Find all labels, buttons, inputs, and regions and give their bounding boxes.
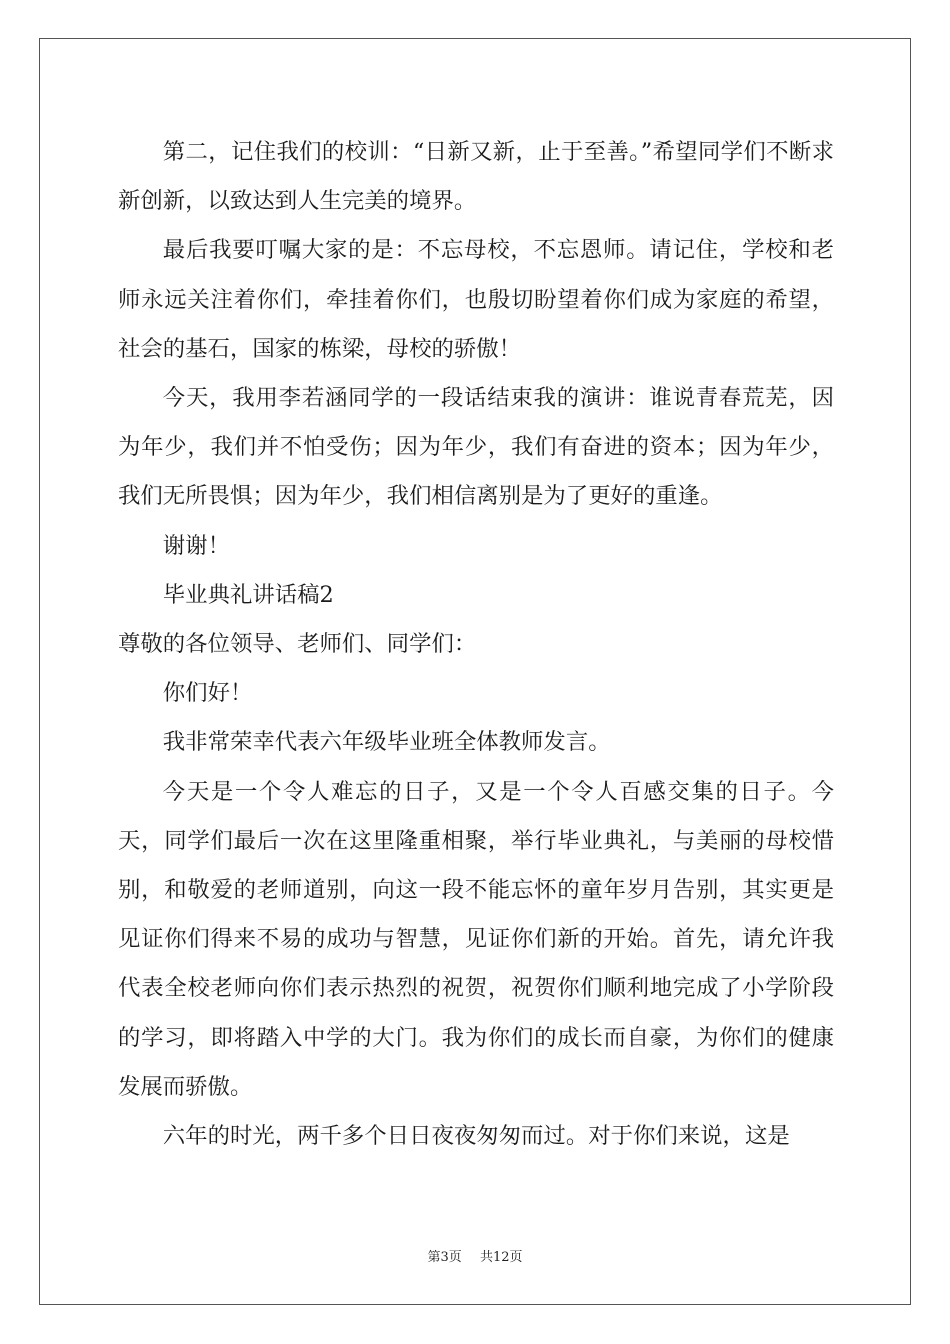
paragraph: 六年的时光，两千多个日日夜夜匆匆而过。对于你们来说，这是 xyxy=(162,1123,790,1150)
page-footer xyxy=(0,1246,950,1265)
paragraph: 我非常荣幸代表六年级毕业班全体教师发言。 xyxy=(162,729,611,756)
paragraph: 今天，我用李若涵同学的一段话结束我的演讲：谁说青春荒芜，因为年少，我们并不怕受伤；因为年少，我们有奋进的资本；因为年少，我们无所畏惧；因为年少，我们相信离别是为了更好的重逢。 xyxy=(118,385,834,510)
page-number: 第3页 xyxy=(427,1250,462,1265)
document-body xyxy=(118,128,834,1161)
paragraph: 今天是一个令人难忘的日子，又是一个令人百感交集的日子。今天，同学们最后一次在这里隆重相聚，举行毕业典礼，与美丽的母校惜别，和敬爱的老师道别，向这一段不能忘怀的童年岁月告别，其实更是见证你们得来不易的成功与智慧，见证你们新的开始。首先，请允许我代表全校老师向你们表示热烈的祝贺，祝贺你们顺利地完成了小学阶段的学习，即将踏入中学的大门。我为你们的成长而自豪，为你们的健康发展而骄傲。 xyxy=(118,778,834,1100)
paragraph: 最后我要叮嘱大家的是：不忘母校，不忘恩师。请记住，学校和老师永远关注着你们，牵挂着你们，也殷切盼望着你们成为家庭的希望，社会的基石，国家的栋梁，母校的骄傲！ xyxy=(118,237,834,362)
paragraph: 你们好！ xyxy=(162,680,253,707)
salutation: 尊敬的各位领导、老师们、同学们： xyxy=(118,631,477,658)
page-total: 共12页 xyxy=(479,1250,523,1265)
paragraph: 谢谢！ xyxy=(162,532,230,559)
section-heading: 毕业典礼讲话稿2 xyxy=(162,581,334,608)
paragraph: 第二，记住我们的校训：“日新又新，止于至善。”希望同学们不断求新创新，以致达到人生完美的境界。 xyxy=(118,139,834,215)
